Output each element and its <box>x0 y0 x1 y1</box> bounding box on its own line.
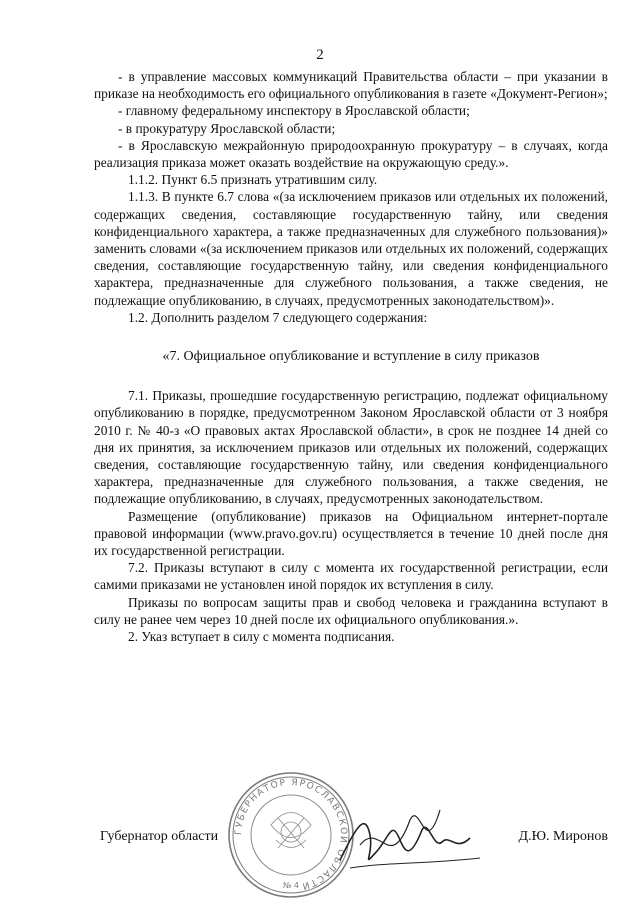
signatory-name: Д.Ю. Миронов <box>518 829 608 844</box>
section-heading: «7. Официальное опубликование и вступление в силу приказов <box>162 349 540 365</box>
paragraph: - в управление массовых коммуникаций Правительства области – при указании в приказе на необходимость его официального опубликования в газете «Документ-Регион»; <box>94 69 608 102</box>
paragraph: 1.2. Дополнить разделом 7 следующего содержания: <box>128 309 428 325</box>
paragraph: - в прокуратуру Ярославской области; <box>118 120 336 136</box>
signatory-position: Губернатор области <box>100 829 219 844</box>
paragraph: 1.1.3. В пункте 6.7 слова «(за исключением приказов или отдельных их положений, содержащих сведения, составляющие государственную тайну, или сведения конфиденциального характера, а также предназначенных для служебного пользования)» заменить словами «(за исключением приказов или отдельных их положений, содержащих сведения, составляющие государственную тайну, или сведения конфиденциального характера, предназначенные для служебного пользования, а также сведения, не подлежащие опубликованию, в случаях, предусмотренных законодательством)». <box>94 189 608 308</box>
paragraph: - в Ярославскую межрайонную природоохранную прокуратуру – в случаях, когда реализация приказа может оказать воздействие на окружающую среду.». <box>94 137 608 171</box>
paragraph: Размещение (опубликование) приказов на Официальном интернет-портале правовой информации (www.pravo.gov.ru) осуществляется в течение 10 дней после дня их государственной регистрации. <box>94 508 608 559</box>
seal-ring-text: ГУБЕРНАТОР ЯРОСЛАВСКОЙ ОБЛАСТИ <box>233 777 349 891</box>
seal-number: № 4 <box>283 881 299 890</box>
paragraph: 7.2. Приказы вступают в силу с момента их государственной регистрации, если самими приказами не установлен иной порядок их вступления в силу. <box>94 560 608 593</box>
paragraph: 7.1. Приказы, прошедшие государственную регистрацию, подлежат официальному опубликованию в порядке, предусмотренном Законом Ярославской области от 3 ноября 2010 г. № 40-з «О правовых актах Ярославской области», в срок не позднее 14 дней со дня их принятия, за исключением приказов или отдельных их положений, содержащих сведения, составляющие государственную тайну, или сведения конфиденциального характера, предназначенные для служебного пользования, а также сведения, не подлежащие опубликованию, в случаях, предусмотренных законодательством. <box>94 388 608 507</box>
handwritten-signature <box>330 790 490 890</box>
paragraph: 1.1.2. Пункт 6.5 признать утратившим силу. <box>128 172 378 188</box>
page-number: 2 <box>316 47 324 63</box>
paragraph: 2. Указ вступает в силу с момента подписания. <box>128 629 395 645</box>
paragraph: - главному федеральному инспектору в Ярославской области; <box>118 103 470 119</box>
paragraph: Приказы по вопросам защиты прав и свобод человека и гражданина вступают в силу не ранее чем через 10 дней после их официального опубликования.». <box>94 594 608 627</box>
document-body <box>94 68 608 645</box>
